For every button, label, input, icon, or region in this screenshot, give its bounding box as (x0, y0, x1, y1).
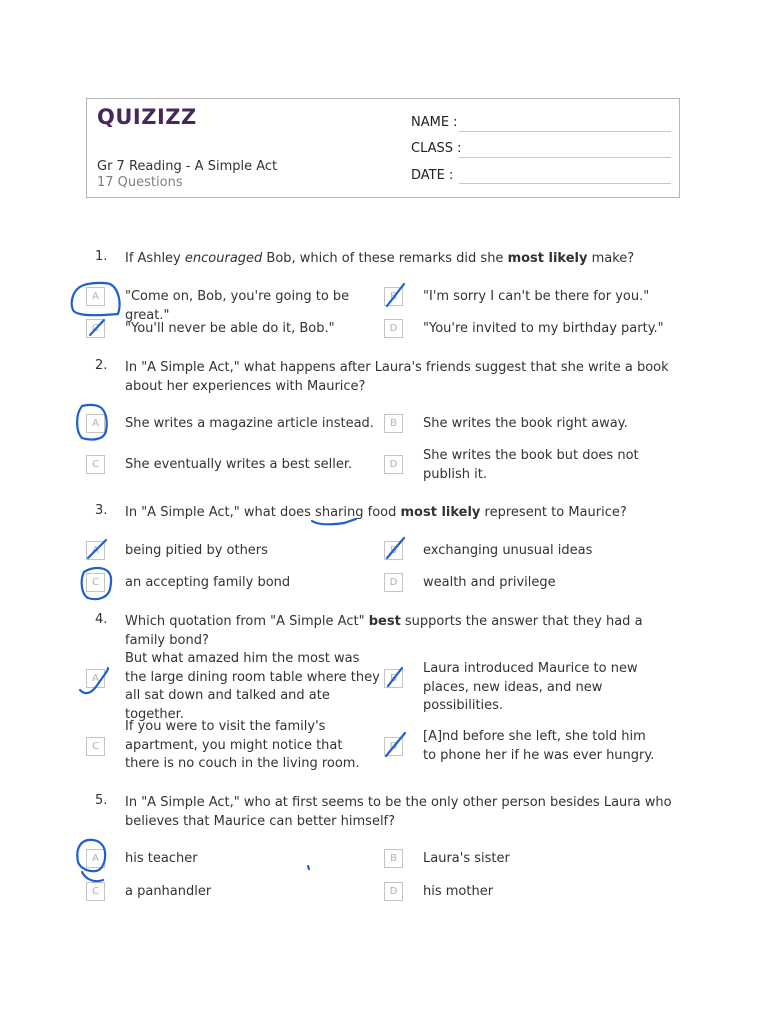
question-text-bold: most likely (400, 505, 481, 520)
worksheet-header (86, 98, 680, 198)
option-c-text: If you were to visit the family's apartment, you might notice that there is no couch in the living room. (125, 719, 360, 771)
option-d-box[interactable]: D (384, 737, 403, 756)
option-c-box[interactable]: C (86, 882, 105, 901)
pen-slash-mark (82, 872, 103, 881)
option-b-box[interactable]: B (384, 541, 403, 560)
class-label: CLASS : (411, 141, 462, 156)
option-a-box[interactable]: A (86, 287, 105, 306)
option-b-box[interactable]: B (384, 287, 403, 306)
option-b-box[interactable]: B (384, 849, 403, 868)
option-d-box[interactable]: D (384, 319, 403, 338)
option-a-box[interactable]: A (86, 849, 105, 868)
option-a-box[interactable]: A (86, 669, 105, 688)
date-field[interactable] (459, 183, 671, 184)
question-text (125, 249, 685, 268)
option-a-text: being pitied by others (125, 543, 268, 558)
option-d-text: She writes the book but does not publish it. (423, 448, 639, 482)
option-d-text: wealth and privilege (423, 575, 556, 590)
question-text-part: make? (587, 251, 635, 266)
question-text-italic: encouraged (184, 251, 263, 266)
option-a-text: But what amazed him the most was the large dining room table where they all sat down and talked and ate together. (125, 651, 380, 722)
question-number: 2. (95, 358, 108, 373)
question-number: 3. (95, 503, 108, 518)
question-number: 5. (95, 793, 108, 808)
option-c-text: She eventually writes a best seller. (125, 457, 353, 472)
option-c-box[interactable]: C (86, 319, 105, 338)
option-d-text: his mother (423, 884, 494, 899)
question-text-part: If Ashley (125, 251, 185, 266)
date-label: DATE : (411, 168, 454, 183)
question-text-part: In "A Simple Act," what does sharing food (125, 505, 401, 520)
option-c-text: an accepting family bond (125, 575, 291, 590)
question-text (125, 503, 685, 522)
option-b-text: Laura introduced Maurice to new places, new ideas, and new possibilities. (423, 661, 638, 713)
question-text-part: Bob, which of these remarks did she (262, 251, 508, 266)
question-text-part: supports the answer that they had a family bond? (125, 614, 643, 648)
option-b-box[interactable]: B (384, 414, 403, 433)
class-field[interactable] (459, 157, 671, 158)
question-text-bold: best (368, 614, 401, 629)
option-c-box[interactable]: C (86, 455, 105, 474)
question-number: 1. (95, 249, 108, 264)
option-d-box[interactable]: D (384, 573, 403, 592)
question-text (125, 612, 685, 650)
option-c-box[interactable]: C (86, 573, 105, 592)
option-a-box[interactable]: A (86, 414, 105, 433)
question-count: 17 Questions (97, 175, 183, 190)
option-c-text: a panhandler (125, 884, 212, 899)
option-c-text: "You'll never be able do it, Bob." (125, 321, 335, 336)
worksheet-title: Gr 7 Reading - A Simple Act (97, 159, 278, 174)
option-a-text: She writes a magazine article instead. (125, 416, 374, 431)
option-c-box[interactable]: C (86, 737, 105, 756)
option-d-box[interactable]: D (384, 455, 403, 474)
name-label: NAME : (411, 115, 458, 130)
option-b-box[interactable]: B (384, 669, 403, 688)
question-number: 4. (95, 612, 108, 627)
option-b-text: exchanging unusual ideas (423, 543, 593, 558)
question-text-part: represent to Maurice? (480, 505, 627, 520)
option-b-text: "I'm sorry I can't be there for you." (423, 289, 650, 304)
question-text: In "A Simple Act," who at first seems to be the only other person besides Laura who believes that Maurice can better himself? (125, 795, 672, 829)
option-d-text: "You're invited to my birthday party." (423, 321, 664, 336)
option-a-text: "Come on, Bob, you're going to be great." (125, 289, 350, 323)
option-a-box[interactable]: A (86, 541, 105, 560)
question-text-bold: most likely (507, 251, 588, 266)
option-d-text: [A]nd before she left, she told him to phone her if he was ever hungry. (423, 729, 655, 763)
option-a-text: his teacher (125, 851, 198, 866)
question-text: In "A Simple Act," what happens after Laura's friends suggest that she write a book about her experiences with Maurice? (125, 360, 669, 394)
option-b-text: Laura's sister (423, 851, 510, 866)
quizizz-logo: QUIZIZZ (97, 105, 197, 129)
option-b-text: She writes the book right away. (423, 416, 628, 431)
name-field[interactable] (459, 131, 671, 132)
question-text-part: Which quotation from "A Simple Act" (125, 614, 369, 629)
option-d-box[interactable]: D (384, 882, 403, 901)
